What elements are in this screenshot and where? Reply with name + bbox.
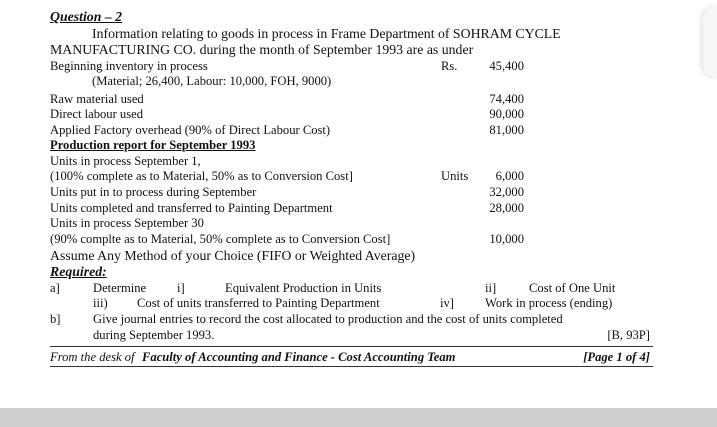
prod-label-closing-completion: (90% complte as to Material, 50% complete as to Conversion Cost] [50,232,391,246]
rs-label: Rs. [441,59,458,73]
footer-from-label: From the desk of [50,350,135,364]
prod-label-opening-units: Units in process September 1, [50,154,201,168]
intro-line-1: Information relating to goods in process in Frame Department of SOHRAM CYCLE [92,26,561,41]
req-a-ii-num: ii] [485,281,497,295]
footer-bottom-divider [50,366,653,367]
req-a-iv-num: iv] [440,296,454,310]
prod-value-opening: 6,000 [495,169,524,183]
req-b-line-1: Give journal entries to record the cost allocated to production and the cost of units completed [93,312,563,326]
cost-value-beginning-inventory: 45,400 [489,59,524,73]
prod-value-units-completed: 28,000 [489,201,524,215]
cost-value-direct-labour: 90,000 [489,107,524,121]
prod-label-closing-units: Units in process September 30 [50,216,204,230]
cost-label-direct-labour: Direct labour used [50,107,144,121]
req-a-iii-text: Cost of units transferred to Painting Department [137,296,380,310]
units-label: Units [441,169,469,183]
req-b-line-2: during September 1993. [93,328,215,342]
footer-page-number: [Page 1 of 4] [583,350,650,364]
req-a-i-text: Equivalent Production in Units [225,281,382,295]
prod-label-units-put-in: Units put in to process during September [50,185,257,199]
cost-label-beginning-breakdown: (Material; 26,400, Labour: 10,000, FOH, 9000) [92,74,332,88]
req-a-marker: a] [50,281,60,295]
question-title: Question – 2 [50,9,123,24]
req-a-iii-num: iii) [93,296,108,310]
prod-label-opening-completion: (100% complete as to Material, 50% as to Conversion Cost] [50,169,353,183]
cost-label-beginning-inventory: Beginning inventory in process [50,59,208,73]
cost-label-factory-overhead: Applied Factory overhead (90% of Direct Labour Cost) [50,123,331,137]
production-report-title: Production report for September 1993 [50,138,256,152]
req-a-iv-text: Work in process (ending) [485,296,613,310]
req-b-marker: b] [50,312,61,326]
req-a-i-num: i] [177,281,185,295]
footer-divider [50,346,653,347]
page-edge-shadow [703,6,717,78]
prod-label-units-completed: Units completed and transferred to Painting Department [50,201,333,215]
intro-line-2: MANUFACTURING CO. during the month of September 1993 are as under [50,42,474,57]
prod-value-units-put-in: 32,000 [489,185,524,199]
prod-value-closing: 10,000 [489,232,524,246]
req-a-determine: Determine [93,281,147,295]
viewer-bottom-bar [0,408,717,427]
footer-faculty: Faculty of Accounting and Finance - Cost Accounting Team [142,350,456,364]
cost-value-raw-material: 74,400 [489,92,524,106]
req-b-reference: [B, 93P] [607,328,650,342]
cost-value-factory-overhead: 81,000 [489,123,524,137]
assume-method-text: Assume Any Method of your Choice (FIFO or Weighted Average) [50,248,416,263]
required-title: Required: [50,264,107,279]
cost-label-raw-material: Raw material used [50,92,144,106]
req-a-ii-text: Cost of One Unit [529,281,616,295]
